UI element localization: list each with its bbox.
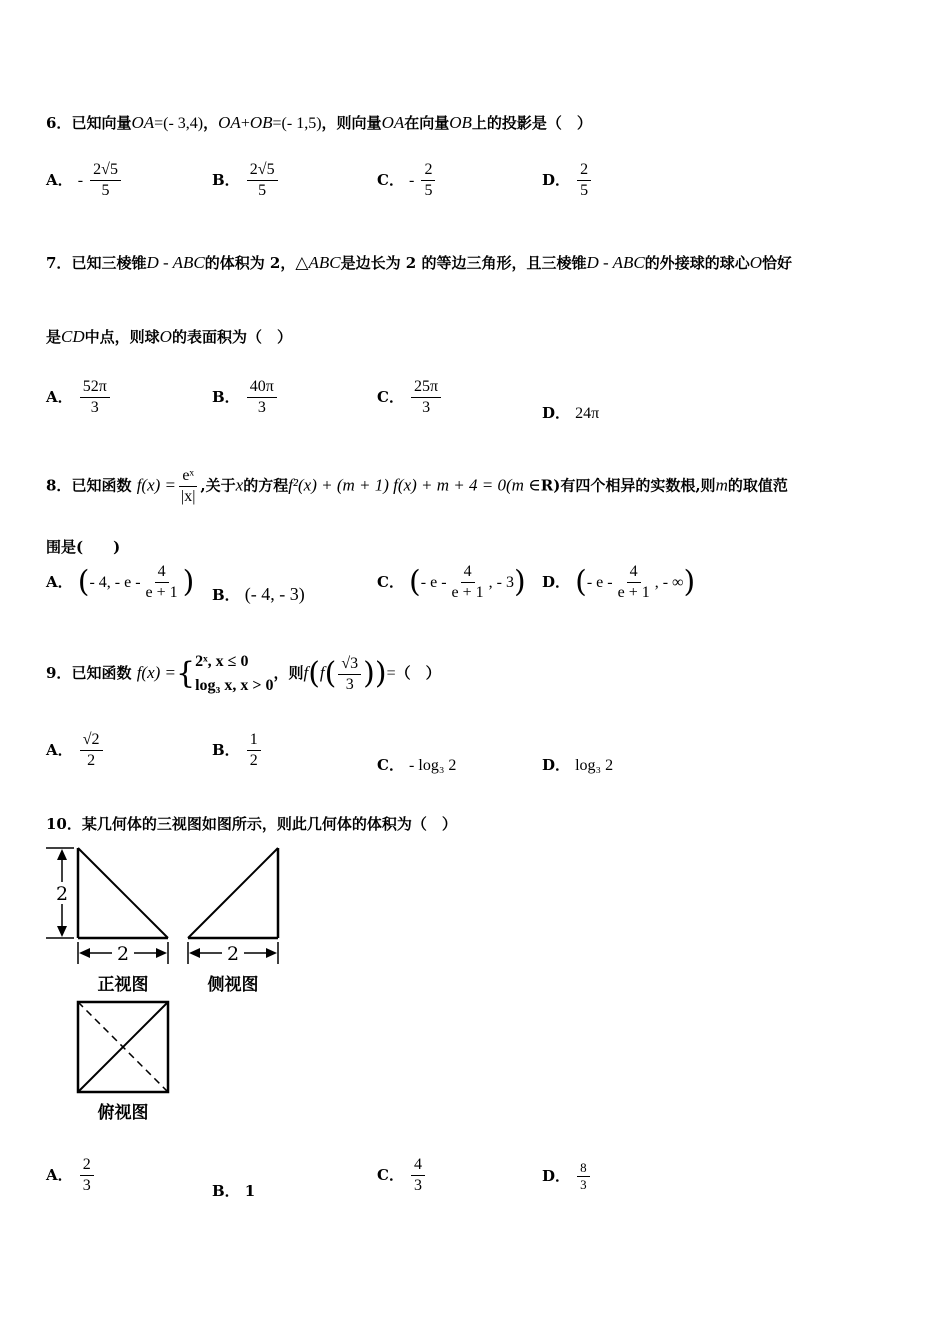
fraction-denominator: 3 [422,399,431,416]
q9-case-1: 2ˣ, x ≤ 0 [195,653,249,670]
q9-stem [46,650,441,698]
right-paren: ) [182,564,195,600]
fraction-denominator: 3 [414,1177,423,1194]
option-suffix: , - ∞ [654,574,684,591]
option-fraction [247,730,261,771]
option-label: B． [212,171,240,189]
option-fraction [577,1160,590,1193]
q8-option-d[interactable] [542,562,695,603]
top-view [78,1002,168,1123]
option-label: D． [542,1167,571,1185]
fraction-denominator: 3 [82,1177,91,1194]
option-fraction [411,377,441,418]
q10-option-c[interactable] [377,1155,427,1196]
dimension-width-label: 2 [116,943,130,965]
option-fraction [449,562,487,603]
q9-equals: = [386,665,396,682]
q9-option-a[interactable] [46,730,105,771]
option-label: C． [377,1166,404,1184]
option-label: A． [46,171,73,189]
q8-equation: f²(x) + (m + 1) f(x) + m + 4 = 0(m ∈ [288,475,541,495]
option-label: C． [377,756,404,774]
q10-three-views-figure [40,840,300,1130]
top-view-label: 俯视图 [97,1103,149,1123]
q7-text: 已知三棱锥 [71,254,147,272]
right-paren: ) [513,564,526,600]
q8-text-4: 有四个相异的实数根,则 [560,476,716,495]
option-fraction [143,562,181,603]
q10-option-b[interactable] [212,1180,255,1201]
q9-text-2: ，则 [273,664,304,682]
q8-option-c[interactable] [377,562,526,603]
q6-vector-ob: OB [249,113,273,132]
q7-text-2: 的体积为 2， [204,254,296,272]
option-prefix: - e - [586,574,613,591]
option-value: (- 4, - 3) [244,584,305,604]
option-fraction [411,1155,425,1196]
q6-text-2: ，则向量 [321,114,382,132]
option-value: 24π [575,405,600,422]
q7-stem-line1 [46,252,792,273]
q10-option-d[interactable] [542,1160,592,1193]
q6-option-c[interactable] [377,160,437,201]
option-value: 1 [244,1182,256,1200]
q8-stem-line1 [46,466,788,507]
option-label: C． [377,573,404,591]
fraction-denominator: 5 [424,182,433,199]
option-label: D． [542,404,571,422]
q8-stem-line2 [46,536,120,557]
q9-outer-f: f [303,663,309,682]
fraction-denominator: 3 [580,1177,587,1192]
q6-text-3: 在向量 [404,114,450,132]
option-label: B． [212,388,240,406]
fraction-numerator: 4 [627,562,641,583]
right-paren: ) [363,656,375,691]
option-label: A． [46,573,73,591]
fraction-numerator: eˣ [179,466,197,487]
option-sign: - [409,172,415,189]
fraction-numerator: 2 [80,1155,94,1176]
q7-option-d[interactable] [542,402,599,423]
option-label: D． [542,756,571,774]
q7-option-b[interactable] [212,377,279,418]
q9-case-2: log₃ x, x > 0 [195,677,274,694]
q8-option-b[interactable] [212,584,305,605]
q7-math-center: O [749,253,762,272]
option-label: A． [46,388,73,406]
q8-text-3: 的方程 [243,476,289,495]
left-paren: ( [324,656,337,691]
right-paren: ) [374,656,387,691]
fraction-numerator: 25π [411,377,441,398]
q8-function-fraction [178,466,198,507]
dimension-height-label: 2 [55,883,69,905]
fraction-denominator: e + 1 [145,584,178,601]
option-value: log₃ 2 [575,757,614,774]
fraction-denominator: 3 [90,399,99,416]
fraction-denominator: e + 1 [451,584,484,601]
q10-text: 某几何体的三视图如图所示，则此几何体的体积为（ ） [81,815,457,833]
right-paren: ) [683,564,696,600]
q9-number: 9． [46,664,72,682]
q8-function-head: f(x) = [136,475,176,495]
q8-number: 8． [46,476,72,495]
option-fraction [80,377,110,418]
q6-option-a[interactable] [46,160,123,201]
q8-text-2: ,关于 [200,476,236,495]
q8-text-6: 围是( ) [46,538,121,556]
left-paren: ( [575,564,587,600]
option-label: D． [542,573,571,591]
option-fraction [80,730,103,771]
fraction-numerator: 40π [247,377,277,398]
q6-vector-oa-3: OA [381,113,405,132]
fraction-numerator: 2√5 [247,160,278,181]
q6-stem [46,112,592,133]
q7-text-8: 的表面积为（ ） [171,328,292,346]
option-fraction [247,377,277,418]
fraction-denominator: 3 [257,399,266,416]
fraction-denominator: e + 1 [617,584,650,601]
side-view [188,848,278,995]
q7-text-6: 是 [46,328,62,346]
q6-text: 已知向量 [71,114,132,132]
fraction-denominator: 5 [101,182,110,199]
option-fraction [577,160,591,201]
option-prefix: - 4, - e - [89,574,141,591]
option-fraction [90,160,121,201]
q9-piecewise [195,650,273,698]
q8-real-set: R) [540,476,561,495]
q6-plus: + [240,115,250,132]
q10-option-a[interactable] [46,1155,96,1196]
dimension-width-label-2: 2 [226,943,240,965]
q9-inner-f: f [319,663,325,682]
left-brace: { [176,656,196,691]
q9-option-b[interactable] [212,730,263,771]
q8-math-m: m [715,475,728,495]
fraction-denominator: 3 [345,675,354,693]
q10-number: 10． [46,815,82,833]
q8-option-a[interactable] [46,562,194,603]
left-paren: ( [409,564,421,600]
q9-option-d[interactable] [542,754,613,775]
front-view [46,848,168,995]
left-paren: ( [77,564,90,600]
fraction-numerator: 2√5 [90,160,121,181]
q8-text-5: 的取值范 [727,476,788,495]
q6-value-1: =(- 3,4) [154,115,204,132]
q7-math-triangle: △ABC [295,253,341,272]
q6-vector-ob-2: OB [449,113,472,132]
fraction-numerator: 2 [577,160,591,181]
option-fraction [247,160,278,201]
q6-vector-oa-2: OA [218,113,241,132]
option-label: B． [212,586,240,604]
fraction-denominator: 5 [580,182,589,199]
left-paren: ( [308,656,320,691]
option-label: B． [212,741,240,759]
q7-math-center-2: O [159,327,172,346]
fraction-denominator: 5 [258,182,267,199]
q7-text-7: 中点，则球 [84,328,160,346]
q6-comma: ， [203,114,219,132]
q9-argument-fraction [338,654,361,695]
option-fraction [421,160,435,201]
q6-option-b[interactable] [212,160,280,201]
q8-text: 已知函数 [71,476,132,495]
option-prefix: - e - [420,574,447,591]
q7-math-pyramid: D - ABC [146,253,205,272]
fraction-numerator: 2 [421,160,435,181]
option-label: D． [542,171,571,189]
option-label: C． [377,171,404,189]
q6-option-d[interactable] [542,160,593,201]
q6-text-4: 上的投影是（ ） [471,114,592,132]
q7-option-a[interactable] [46,377,112,418]
side-view-label: 侧视图 [207,975,259,995]
q6-number: 6． [46,114,72,132]
fraction-denominator: 2 [87,752,96,769]
q7-math-pyramid-2: D - ABC [586,253,645,272]
front-view-label: 正视图 [97,975,149,995]
fraction-numerator: 8 [577,1160,590,1177]
option-sign: - [77,172,84,189]
q6-vector-oa: OA [131,113,155,132]
q9-function-head: f(x) = [136,663,176,682]
option-fraction [80,1155,94,1196]
q7-math-segment: CD [61,327,85,346]
q7-number: 7． [46,254,72,272]
option-suffix: , - 3 [488,574,514,591]
option-label: C． [377,388,404,406]
fraction-numerator: √3 [338,654,361,675]
q7-text-4: 的外接球的球心 [644,254,750,272]
option-label: A． [46,1166,73,1184]
q7-text-5: 恰好 [762,254,793,272]
fraction-denominator: 2 [249,752,258,769]
option-label: B． [212,1182,240,1200]
option-label: A． [46,741,73,759]
option-value: - log₃ 2 [409,757,457,774]
fraction-numerator: 4 [461,562,475,583]
fraction-numerator: 52π [80,377,110,398]
q8-math-x: x [235,475,244,495]
q10-stem [46,813,457,834]
q6-value-2: =(- 1,5) [272,115,322,132]
q7-option-c[interactable] [377,377,443,418]
fraction-numerator: 4 [411,1155,425,1176]
option-fraction [615,562,653,603]
fraction-numerator: √2 [80,730,103,751]
q9-text: 已知函数 [71,664,132,682]
q7-stem-line2 [46,326,292,347]
q7-text-3: 是边长为 2 的等边三角形，且三棱锥 [340,254,587,272]
fraction-denominator: |x| [181,488,196,505]
q9-text-3: （ ） [395,664,441,682]
fraction-numerator: 4 [155,562,169,583]
q9-option-c[interactable] [377,754,456,775]
fraction-numerator: 1 [247,730,261,751]
